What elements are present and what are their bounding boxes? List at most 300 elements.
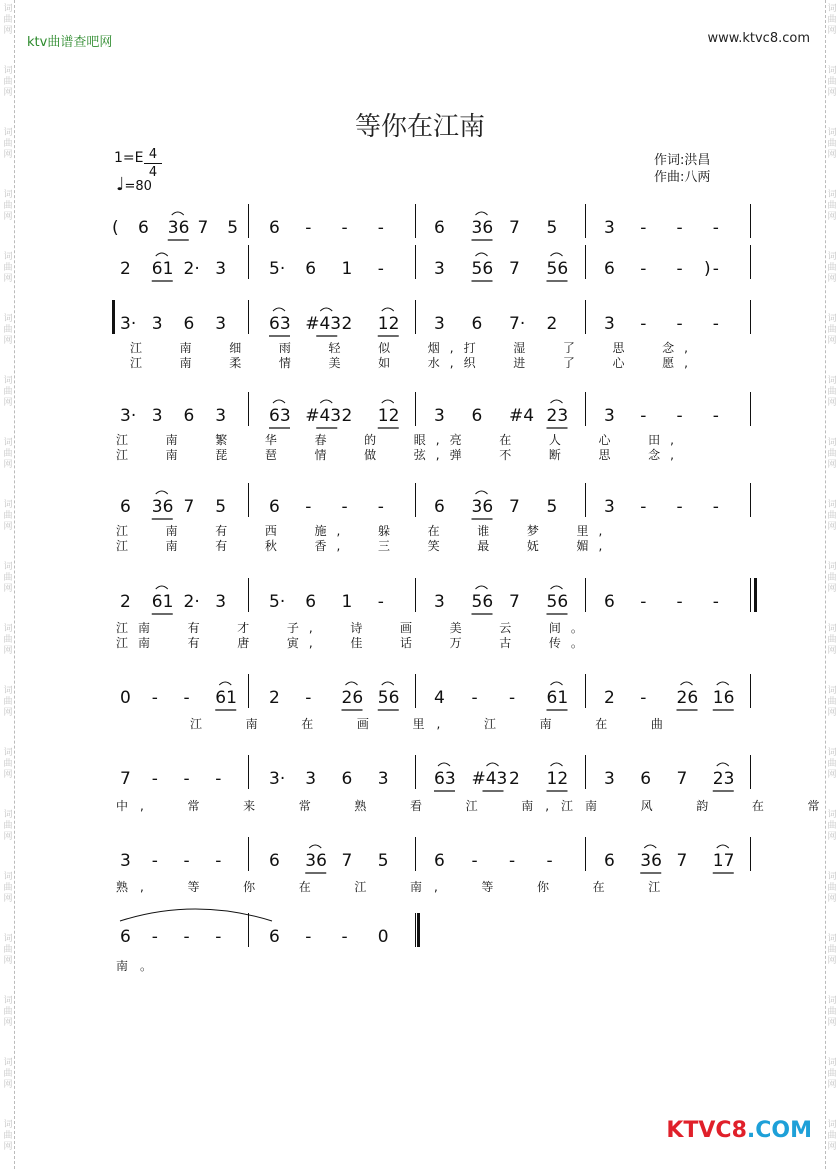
watermark-glyph: 曲 <box>827 449 837 459</box>
watermark-glyph: 曲 <box>827 263 837 273</box>
lyric-line: 江 南 有 西 施, 躲 在 谁 梦 里, <box>116 524 613 538</box>
note: 16 <box>712 688 735 708</box>
note: 2 <box>341 314 353 334</box>
note: - <box>151 688 158 708</box>
watermark-glyph: 曲 <box>3 263 13 273</box>
note: 6 <box>471 406 483 426</box>
note: 5· <box>269 592 286 612</box>
note: - <box>640 314 647 334</box>
note: 2 <box>509 769 520 789</box>
watermark-glyph: 词 <box>827 4 837 14</box>
slur-mark <box>551 400 563 403</box>
watermark-glyph: 网 <box>3 956 13 966</box>
watermark-glyph: 词 <box>827 562 837 572</box>
watermark-glyph: 曲 <box>827 697 837 707</box>
note: 5 <box>377 851 389 871</box>
note: 36 <box>471 218 494 238</box>
watermark-glyph: 词 <box>3 996 13 1006</box>
slur-mark <box>717 845 729 848</box>
watermark-glyph: 词 <box>827 66 837 76</box>
watermark-glyph: 词 <box>3 66 13 76</box>
slur-mark <box>551 253 563 256</box>
composer: 作曲:八两 <box>654 170 711 185</box>
note: 61 <box>151 592 174 612</box>
slur-mark <box>487 763 499 766</box>
note: - <box>183 851 190 871</box>
note: 61 <box>546 688 569 708</box>
note: 6 <box>269 851 280 871</box>
note: - <box>676 314 683 334</box>
note: 61 <box>215 688 237 708</box>
watermark-glyph: 网 <box>3 770 13 780</box>
note: - <box>509 851 516 871</box>
note: 1 <box>341 259 353 279</box>
watermark-glyph: 词 <box>827 1058 837 1068</box>
watermark-glyph: 词 <box>3 500 13 510</box>
watermark-glyph: 网 <box>3 274 13 284</box>
watermark-glyph: 曲 <box>3 77 13 87</box>
watermark-glyph: 网 <box>3 150 13 160</box>
note: - <box>183 769 190 789</box>
note: 3· <box>120 406 137 426</box>
watermark-glyph: 网 <box>3 894 13 904</box>
note: 7· <box>509 314 526 334</box>
watermark-glyph: 词 <box>827 376 837 386</box>
note: 3 <box>215 314 227 334</box>
note: - <box>151 927 158 947</box>
lyric-line: 江 南 柔 情 美 如 水,织 进 了 心 愿, <box>130 356 698 370</box>
watermark-glyph: 网 <box>827 708 837 718</box>
site-name: ktv曲谱查吧网 <box>27 35 113 50</box>
watermark-glyph: 曲 <box>3 387 13 397</box>
note: - <box>640 688 647 708</box>
paren-open: ( <box>112 218 119 238</box>
watermark-glyph: 曲 <box>827 15 837 25</box>
watermark-glyph: 词 <box>827 996 837 1006</box>
note: 3 <box>377 769 389 789</box>
watermark-glyph: 词 <box>827 934 837 944</box>
note: 3 <box>151 314 163 334</box>
watermark-glyph: 曲 <box>3 511 13 521</box>
note: - <box>676 406 683 426</box>
note: 7 <box>509 592 520 612</box>
lyric-line: 中, 常 来 常 熟 看 江 南,江南 风 韵 在 常 <box>116 799 832 813</box>
time-sig-top: 4 <box>148 147 158 162</box>
logo-ktvc: KTVC <box>666 1118 732 1143</box>
slur-mark <box>476 586 488 589</box>
note: 6 <box>183 406 195 426</box>
note: 2 <box>604 688 615 708</box>
note: 3 <box>434 314 445 334</box>
slur-mark <box>717 763 729 766</box>
watermark-glyph: 曲 <box>827 573 837 583</box>
note: 0 <box>377 927 389 947</box>
note: - <box>712 592 719 612</box>
watermark-glyph: 网 <box>827 646 837 656</box>
note: 5 <box>215 497 227 517</box>
slur-mark <box>156 253 168 256</box>
note: - <box>151 769 158 789</box>
note: 7 <box>509 497 520 517</box>
watermark-glyph: 曲 <box>827 511 837 521</box>
note: 2 <box>120 592 131 612</box>
note: 23 <box>712 769 735 789</box>
watermark-glyph: 网 <box>3 1142 13 1152</box>
watermark-glyph: 曲 <box>3 449 13 459</box>
watermark-glyph: 词 <box>3 252 13 262</box>
note: 26 <box>341 688 364 708</box>
note: - <box>640 259 647 279</box>
watermark-glyph: 曲 <box>3 635 13 645</box>
note: - <box>509 688 516 708</box>
slur-mark <box>644 845 656 848</box>
note: - <box>305 927 312 947</box>
watermark-glyph: 曲 <box>3 759 13 769</box>
tempo-value: =80 <box>124 179 152 194</box>
watermark-glyph: 词 <box>3 1120 13 1130</box>
slur-mark <box>476 491 488 494</box>
slur-mark <box>219 682 231 685</box>
lyricist: 作词:洪昌 <box>654 153 711 168</box>
note: 6 <box>471 314 483 334</box>
note: - <box>341 218 348 238</box>
note: - <box>712 259 719 279</box>
note: 63 <box>269 406 291 426</box>
lyric-line: 江南 有 才 子, 诗 画 美 云 间。 <box>116 621 593 635</box>
slur-mark <box>438 763 450 766</box>
watermark-glyph: 网 <box>827 1080 837 1090</box>
note: 7 <box>509 259 520 279</box>
note: 6 <box>269 497 280 517</box>
note: 12 <box>377 314 400 334</box>
watermark-glyph: 曲 <box>827 759 837 769</box>
note: 2· <box>183 592 200 612</box>
note: 6 <box>640 769 652 789</box>
logo-com: COM <box>755 1118 812 1143</box>
watermark-glyph: 词 <box>3 562 13 572</box>
watermark-glyph: 曲 <box>3 697 13 707</box>
logo-dot: . <box>746 1118 756 1143</box>
watermark-glyph: 网 <box>827 460 837 470</box>
lyric-line: 熟, 等 你 在 江 南, 等 你 在 江 <box>116 880 673 894</box>
slur-mark <box>172 212 184 215</box>
watermark-glyph: 曲 <box>827 1131 837 1141</box>
watermark-glyph: 网 <box>827 150 837 160</box>
watermark-glyph: 网 <box>3 1018 13 1028</box>
slur-mark <box>551 763 563 766</box>
slur-mark <box>273 308 285 311</box>
watermark-glyph: 词 <box>827 190 837 200</box>
watermark-glyph: 曲 <box>827 387 837 397</box>
watermark-glyph: 词 <box>3 128 13 138</box>
site-url: www.ktvc8.com <box>707 31 810 46</box>
time-sig-bottom: 4 <box>148 165 158 180</box>
note: 7 <box>183 497 195 517</box>
slur-mark <box>320 308 332 311</box>
note: 6 <box>269 218 280 238</box>
watermark-glyph: 曲 <box>3 1007 13 1017</box>
watermark-glyph: 曲 <box>827 77 837 87</box>
watermark-glyph: 网 <box>827 956 837 966</box>
note: #43 <box>305 406 342 426</box>
site-logo <box>666 1118 812 1143</box>
note: 12 <box>546 769 569 789</box>
slur-mark <box>476 212 488 215</box>
watermark-glyph: 网 <box>3 646 13 656</box>
note: 36 <box>305 851 327 871</box>
note: - <box>341 927 348 947</box>
slur-mark <box>273 400 285 403</box>
note: - <box>546 851 553 871</box>
lyric-line: 江 南 有 秋 香, 三 笑 最 妩 媚, <box>116 539 613 553</box>
watermark-glyph: 网 <box>827 894 837 904</box>
note: 7 <box>676 769 688 789</box>
note: - <box>215 851 222 871</box>
watermark-glyph: 曲 <box>827 139 837 149</box>
watermark-glyph: 词 <box>827 314 837 324</box>
tie-mark <box>120 909 272 921</box>
note: 36 <box>167 218 190 238</box>
note: - <box>377 497 384 517</box>
note: 6 <box>183 314 195 334</box>
watermark-glyph: 词 <box>3 934 13 944</box>
watermark-glyph: 词 <box>827 438 837 448</box>
note: 3 <box>604 497 615 517</box>
watermark-glyph: 曲 <box>3 325 13 335</box>
note: 5 <box>546 497 558 517</box>
note: - <box>377 218 384 238</box>
slur-mark <box>551 586 563 589</box>
note: #43 <box>305 314 342 334</box>
slur-mark <box>382 682 394 685</box>
lyric-line: 江 南 细 雨 轻 似 烟,打 湿 了 思 念, <box>130 341 698 355</box>
watermark-glyph: 曲 <box>827 635 837 645</box>
note: - <box>341 497 348 517</box>
lyric-line: 南。 <box>116 959 165 973</box>
note: 23 <box>546 406 569 426</box>
note: - <box>676 497 683 517</box>
slur-mark <box>717 682 729 685</box>
note: 5· <box>269 259 286 279</box>
note: 6 <box>120 927 131 947</box>
watermark-glyph: 网 <box>827 522 837 532</box>
note: 2 <box>120 259 131 279</box>
note: - <box>676 592 683 612</box>
note: 56 <box>546 592 569 612</box>
lyric-line: 江 南 琵 琶 情 做 弦,弹 不 断 思 念, <box>116 448 684 462</box>
note: 3 <box>434 259 445 279</box>
note: 5 <box>546 218 558 238</box>
note: 3· <box>120 314 137 334</box>
watermark-glyph: 网 <box>827 88 837 98</box>
note: - <box>712 406 719 426</box>
slur-mark <box>476 253 488 256</box>
note: 2 <box>269 688 280 708</box>
note: #43 <box>471 769 508 789</box>
note: - <box>640 497 647 517</box>
logo-eight: 8 <box>731 1118 747 1143</box>
watermark-glyph: 词 <box>3 748 13 758</box>
watermark-glyph: 词 <box>3 1058 13 1068</box>
note: - <box>183 927 190 947</box>
quarter-note-icon: ♩ <box>116 174 125 195</box>
watermark-glyph: 曲 <box>3 139 13 149</box>
note: 63 <box>434 769 456 789</box>
slur-mark <box>320 400 332 403</box>
watermark-glyph: 曲 <box>827 945 837 955</box>
watermark-glyph: 网 <box>827 212 837 222</box>
watermark-glyph: 词 <box>3 4 13 14</box>
note: 7 <box>120 769 131 789</box>
note: - <box>377 592 384 612</box>
note: 2 <box>546 314 558 334</box>
note: - <box>712 314 719 334</box>
slur-mark <box>382 400 394 403</box>
note: 7 <box>676 851 688 871</box>
watermark-glyph: 词 <box>3 872 13 882</box>
slur-mark <box>156 586 168 589</box>
note: - <box>471 851 478 871</box>
slur-mark <box>156 491 168 494</box>
note: 6 <box>604 851 615 871</box>
watermark-glyph: 曲 <box>827 1069 837 1079</box>
watermark-glyph: 网 <box>827 26 837 36</box>
note: 3 <box>434 592 445 612</box>
slur-mark <box>382 308 394 311</box>
note: 6 <box>434 497 445 517</box>
note: - <box>712 218 719 238</box>
watermark-glyph: 曲 <box>3 15 13 25</box>
note: 3 <box>215 259 227 279</box>
watermark-glyph: 词 <box>3 686 13 696</box>
watermark-glyph: 网 <box>827 770 837 780</box>
note: 3· <box>269 769 286 789</box>
note: 36 <box>471 497 494 517</box>
note: 6 <box>434 851 445 871</box>
note: 3 <box>215 406 227 426</box>
note: 3 <box>604 769 615 789</box>
watermark-glyph: 网 <box>827 1142 837 1152</box>
slur-mark <box>346 682 358 685</box>
watermark-glyph: 网 <box>3 1080 13 1090</box>
note: 3 <box>604 218 615 238</box>
watermark-glyph: 词 <box>3 190 13 200</box>
note: 17 <box>712 851 735 871</box>
lyric-line: 江 南 繁 华 春 的 眼,亮 在 人 心 田, <box>116 433 684 447</box>
note: - <box>183 688 190 708</box>
note: 56 <box>471 592 494 612</box>
watermark-glyph: 网 <box>827 336 837 346</box>
watermark-glyph: 词 <box>827 810 837 820</box>
key-signature: 1=E <box>114 150 144 166</box>
note: 3 <box>120 851 131 871</box>
watermark-glyph: 网 <box>3 336 13 346</box>
note: 6 <box>341 769 353 789</box>
watermark-glyph: 曲 <box>827 201 837 211</box>
note: 5 <box>227 218 239 238</box>
note: - <box>305 497 312 517</box>
watermark-glyph: 词 <box>827 500 837 510</box>
watermark-glyph: 曲 <box>3 945 13 955</box>
note: - <box>676 259 683 279</box>
song-title: 等你在江南 <box>354 112 485 142</box>
note: 6 <box>305 592 317 612</box>
watermark-glyph: 词 <box>3 810 13 820</box>
note: 36 <box>151 497 174 517</box>
watermark-glyph: 词 <box>827 252 837 262</box>
note: - <box>712 497 719 517</box>
note: 0 <box>120 688 131 708</box>
watermark-glyph: 词 <box>3 624 13 634</box>
slur-mark <box>681 682 693 685</box>
watermark-glyph: 词 <box>827 686 837 696</box>
watermark-glyph: 网 <box>3 26 13 36</box>
watermark-glyph: 网 <box>3 584 13 594</box>
note: - <box>215 769 222 789</box>
note: 26 <box>676 688 699 708</box>
watermark-glyph: 网 <box>3 212 13 222</box>
note: 3 <box>604 406 615 426</box>
watermark-glyph: 网 <box>827 584 837 594</box>
note: - <box>640 218 647 238</box>
note: 7 <box>197 218 209 238</box>
slur-mark <box>551 682 563 685</box>
paren-close: ) <box>704 259 711 279</box>
note: 6 <box>269 927 280 947</box>
note: 56 <box>377 688 400 708</box>
watermark-glyph: 词 <box>3 376 13 386</box>
note: 3 <box>305 769 317 789</box>
watermark-glyph: 曲 <box>3 1069 13 1079</box>
watermark-glyph: 词 <box>3 438 13 448</box>
note: 7 <box>341 851 353 871</box>
watermark-glyph: 词 <box>827 1120 837 1130</box>
note: 36 <box>640 851 662 871</box>
note: 6 <box>434 218 445 238</box>
note: - <box>640 592 647 612</box>
note: 6 <box>138 218 149 238</box>
note: - <box>377 259 384 279</box>
lyric-line: 江南 有 唐 寅, 佳 话 万 古 传。 <box>116 636 593 650</box>
note: 56 <box>471 259 494 279</box>
watermark-glyph: 词 <box>827 128 837 138</box>
note: 6 <box>120 497 131 517</box>
watermark-glyph: 词 <box>827 624 837 634</box>
note: 3 <box>151 406 163 426</box>
note: 7 <box>509 218 520 238</box>
note: 63 <box>269 314 291 334</box>
watermark-glyph: 曲 <box>3 573 13 583</box>
watermark-glyph: 网 <box>3 522 13 532</box>
note: 2· <box>183 259 200 279</box>
note: - <box>215 927 222 947</box>
note: - <box>676 218 683 238</box>
note: - <box>471 688 478 708</box>
watermark-glyph: 网 <box>3 88 13 98</box>
watermark-glyph: 网 <box>827 274 837 284</box>
note: 6 <box>604 592 615 612</box>
note: 1 <box>341 592 353 612</box>
note: 56 <box>546 259 569 279</box>
lyric-line: 江 南 在 画 里, 江 南 在 曲 <box>190 717 675 731</box>
watermark-glyph: 网 <box>3 460 13 470</box>
note: 2 <box>341 406 353 426</box>
watermark-glyph: 曲 <box>827 1007 837 1017</box>
note: #4 <box>509 406 535 426</box>
watermark-glyph: 词 <box>3 314 13 324</box>
watermark-glyph: 网 <box>827 398 837 408</box>
note: - <box>305 218 312 238</box>
